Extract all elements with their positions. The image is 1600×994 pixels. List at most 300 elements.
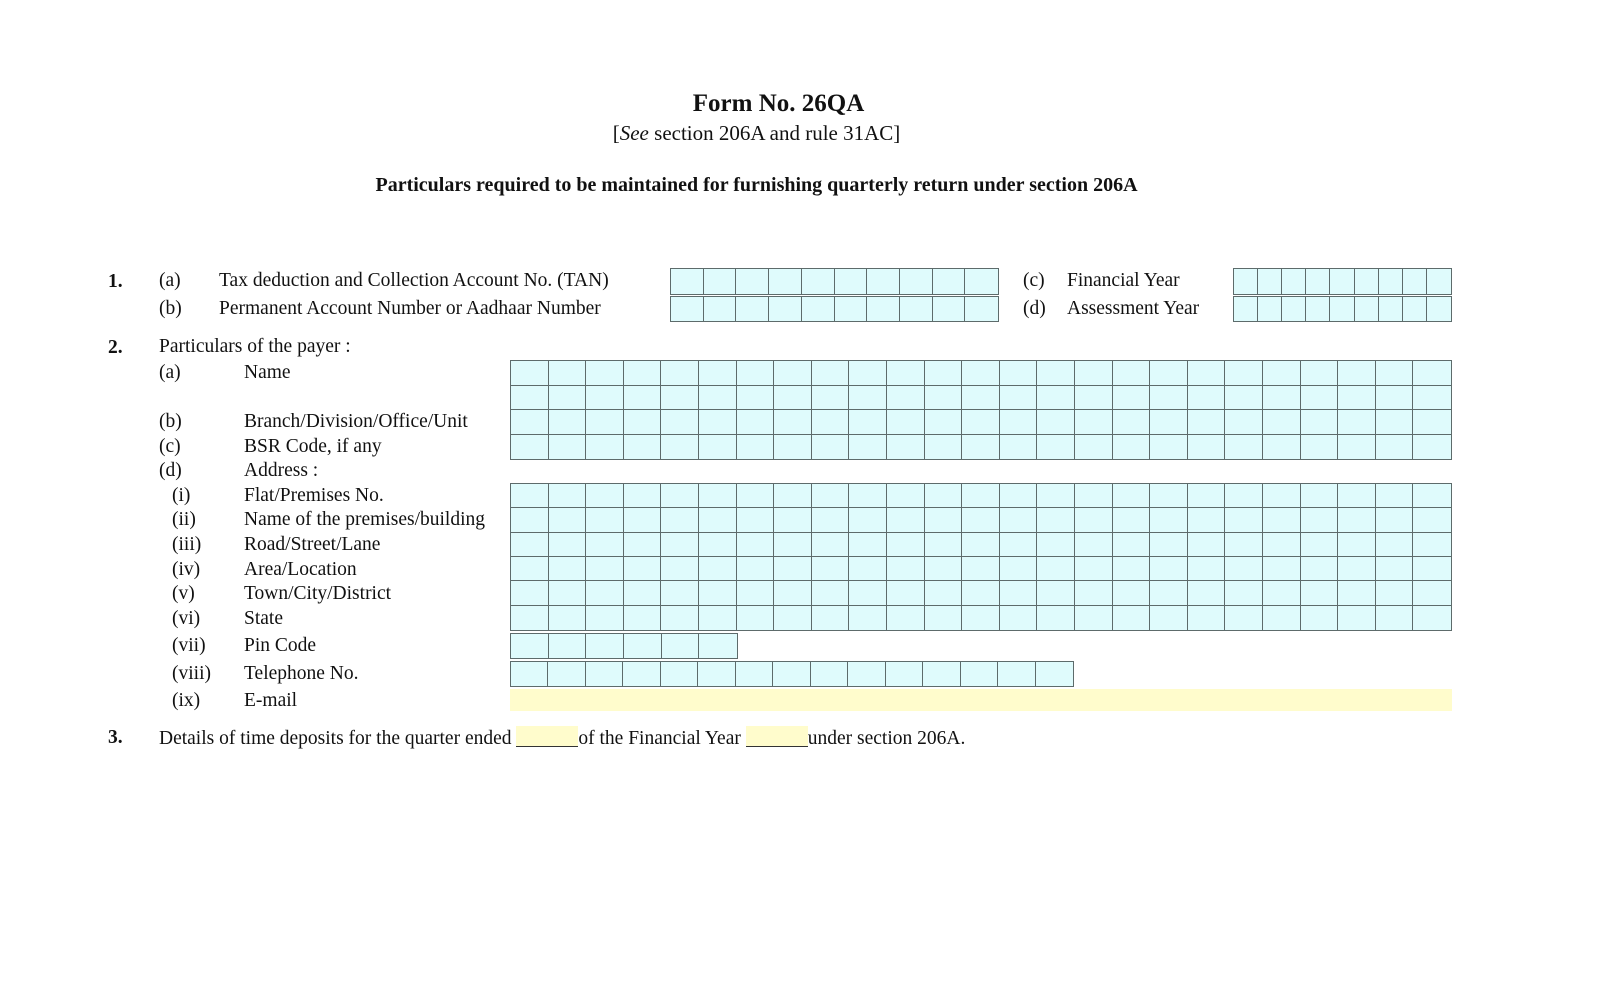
- char-box[interactable]: [586, 581, 624, 605]
- char-box[interactable]: [1282, 297, 1306, 321]
- char-box[interactable]: [698, 662, 735, 686]
- char-box[interactable]: [737, 386, 775, 411]
- tan-input-boxes[interactable]: [670, 268, 999, 295]
- char-box[interactable]: [1379, 297, 1403, 321]
- char-box[interactable]: [962, 361, 1000, 386]
- char-box[interactable]: [1225, 386, 1263, 411]
- char-box[interactable]: [812, 410, 850, 435]
- char-box[interactable]: [848, 662, 885, 686]
- char-box[interactable]: [1037, 581, 1075, 605]
- char-box[interactable]: [1301, 410, 1339, 435]
- char-box[interactable]: [887, 410, 925, 435]
- char-box[interactable]: [1301, 533, 1339, 557]
- char-box[interactable]: [867, 269, 900, 294]
- char-box[interactable]: [1225, 557, 1263, 581]
- char-box[interactable]: [549, 484, 587, 508]
- char-box[interactable]: [511, 484, 549, 508]
- char-box[interactable]: [549, 435, 587, 460]
- char-box[interactable]: [1376, 484, 1414, 508]
- char-box[interactable]: [774, 410, 812, 435]
- char-box[interactable]: [962, 557, 1000, 581]
- char-box[interactable]: [812, 361, 850, 386]
- char-box[interactable]: [1263, 557, 1301, 581]
- char-box[interactable]: [549, 410, 587, 435]
- char-box[interactable]: [661, 533, 699, 557]
- char-box[interactable]: [812, 508, 850, 532]
- char-box[interactable]: [849, 557, 887, 581]
- email-input[interactable]: [510, 689, 1452, 711]
- char-box[interactable]: [671, 297, 704, 321]
- char-box[interactable]: [1413, 484, 1451, 508]
- char-box[interactable]: [548, 662, 585, 686]
- char-box[interactable]: [624, 484, 662, 508]
- char-box[interactable]: [1338, 533, 1376, 557]
- char-box[interactable]: [1413, 410, 1451, 435]
- char-box[interactable]: [549, 634, 587, 658]
- char-box[interactable]: [812, 386, 850, 411]
- char-box[interactable]: [925, 533, 963, 557]
- char-box[interactable]: [661, 581, 699, 605]
- char-box[interactable]: [661, 557, 699, 581]
- financial-year-input-boxes[interactable]: [1233, 268, 1452, 295]
- char-box[interactable]: [586, 386, 624, 411]
- char-box[interactable]: [1075, 557, 1113, 581]
- char-box[interactable]: [623, 662, 660, 686]
- char-box[interactable]: [1037, 410, 1075, 435]
- char-box[interactable]: [704, 269, 737, 294]
- char-box[interactable]: [1188, 557, 1226, 581]
- char-box[interactable]: [1113, 410, 1151, 435]
- char-box[interactable]: [1000, 606, 1038, 630]
- char-box[interactable]: [1263, 361, 1301, 386]
- char-box[interactable]: [1225, 484, 1263, 508]
- char-box[interactable]: [1150, 361, 1188, 386]
- char-box[interactable]: [1225, 606, 1263, 630]
- char-box[interactable]: [1225, 435, 1263, 460]
- char-box[interactable]: [962, 386, 1000, 411]
- char-box[interactable]: [1075, 581, 1113, 605]
- char-box[interactable]: [887, 581, 925, 605]
- char-box[interactable]: [511, 533, 549, 557]
- char-box[interactable]: [1234, 269, 1258, 294]
- char-box[interactable]: [1403, 269, 1427, 294]
- char-box[interactable]: [1075, 533, 1113, 557]
- char-box[interactable]: [661, 662, 698, 686]
- char-box[interactable]: [1338, 361, 1376, 386]
- char-box[interactable]: [737, 484, 775, 508]
- char-box[interactable]: [624, 581, 662, 605]
- char-box[interactable]: [962, 484, 1000, 508]
- char-box[interactable]: [849, 508, 887, 532]
- quarter-ended-input[interactable]: [516, 726, 578, 747]
- char-box[interactable]: [1330, 269, 1354, 294]
- char-box[interactable]: [1000, 435, 1038, 460]
- char-box[interactable]: [1225, 410, 1263, 435]
- char-box[interactable]: [1413, 606, 1451, 630]
- char-box[interactable]: [1263, 484, 1301, 508]
- char-box[interactable]: [1075, 508, 1113, 532]
- char-box[interactable]: [1188, 508, 1226, 532]
- char-box[interactable]: [1000, 581, 1038, 605]
- char-box[interactable]: [699, 410, 737, 435]
- financial-year-blank-input[interactable]: [746, 726, 808, 747]
- char-box[interactable]: [1075, 435, 1113, 460]
- char-box[interactable]: [586, 533, 624, 557]
- char-box[interactable]: [737, 410, 775, 435]
- char-box[interactable]: [1188, 386, 1226, 411]
- char-box[interactable]: [737, 606, 775, 630]
- char-box[interactable]: [1000, 484, 1038, 508]
- char-box[interactable]: [549, 557, 587, 581]
- char-box[interactable]: [849, 410, 887, 435]
- char-box[interactable]: [887, 435, 925, 460]
- char-box[interactable]: [661, 508, 699, 532]
- char-box[interactable]: [774, 484, 812, 508]
- char-box[interactable]: [925, 410, 963, 435]
- char-box[interactable]: [511, 634, 549, 658]
- char-box[interactable]: [1403, 297, 1427, 321]
- char-box[interactable]: [737, 557, 775, 581]
- char-box[interactable]: [933, 297, 966, 321]
- char-box[interactable]: [661, 410, 699, 435]
- char-box[interactable]: [1338, 508, 1376, 532]
- char-box[interactable]: [511, 557, 549, 581]
- char-box[interactable]: [962, 435, 1000, 460]
- char-box[interactable]: [835, 269, 868, 294]
- char-box[interactable]: [1075, 484, 1113, 508]
- char-box[interactable]: [624, 634, 662, 658]
- char-box[interactable]: [699, 386, 737, 411]
- char-box[interactable]: [774, 435, 812, 460]
- char-box[interactable]: [961, 662, 998, 686]
- char-box[interactable]: [1263, 508, 1301, 532]
- char-box[interactable]: [736, 269, 769, 294]
- char-box[interactable]: [586, 662, 623, 686]
- char-box[interactable]: [1413, 508, 1451, 532]
- char-box[interactable]: [812, 606, 850, 630]
- char-box[interactable]: [1376, 533, 1414, 557]
- char-box[interactable]: [624, 435, 662, 460]
- payer-name-branch-bsr-grid[interactable]: [510, 360, 1452, 460]
- char-box[interactable]: [1037, 361, 1075, 386]
- char-box[interactable]: [1113, 557, 1151, 581]
- char-box[interactable]: [1113, 606, 1151, 630]
- char-box[interactable]: [1263, 410, 1301, 435]
- char-box[interactable]: [704, 297, 737, 321]
- char-box[interactable]: [1301, 581, 1339, 605]
- char-box[interactable]: [1306, 269, 1330, 294]
- char-box[interactable]: [1000, 557, 1038, 581]
- char-box[interactable]: [736, 662, 773, 686]
- char-box[interactable]: [1037, 533, 1075, 557]
- char-box[interactable]: [1338, 410, 1376, 435]
- char-box[interactable]: [1037, 435, 1075, 460]
- char-box[interactable]: [549, 508, 587, 532]
- char-box[interactable]: [737, 361, 775, 386]
- char-box[interactable]: [1150, 557, 1188, 581]
- char-box[interactable]: [661, 484, 699, 508]
- char-box[interactable]: [511, 361, 549, 386]
- char-box[interactable]: [774, 581, 812, 605]
- char-box[interactable]: [925, 581, 963, 605]
- char-box[interactable]: [1306, 297, 1330, 321]
- char-box[interactable]: [962, 508, 1000, 532]
- char-box[interactable]: [1113, 533, 1151, 557]
- char-box[interactable]: [1379, 269, 1403, 294]
- char-box[interactable]: [1338, 557, 1376, 581]
- char-box[interactable]: [1113, 361, 1151, 386]
- char-box[interactable]: [1301, 484, 1339, 508]
- char-box[interactable]: [886, 662, 923, 686]
- char-box[interactable]: [1258, 297, 1282, 321]
- char-box[interactable]: [1301, 435, 1339, 460]
- char-box[interactable]: [1330, 297, 1354, 321]
- char-box[interactable]: [699, 361, 737, 386]
- char-box[interactable]: [769, 269, 802, 294]
- char-box[interactable]: [549, 581, 587, 605]
- char-box[interactable]: [1188, 361, 1226, 386]
- char-box[interactable]: [802, 269, 835, 294]
- char-box[interactable]: [1263, 581, 1301, 605]
- char-box[interactable]: [699, 557, 737, 581]
- char-box[interactable]: [671, 269, 704, 294]
- telephone-input-boxes[interactable]: [510, 661, 1074, 687]
- char-box[interactable]: [849, 484, 887, 508]
- char-box[interactable]: [962, 606, 1000, 630]
- char-box[interactable]: [962, 410, 1000, 435]
- char-box[interactable]: [1263, 386, 1301, 411]
- char-box[interactable]: [699, 484, 737, 508]
- char-box[interactable]: [1376, 435, 1414, 460]
- char-box[interactable]: [1376, 410, 1414, 435]
- char-box[interactable]: [1075, 361, 1113, 386]
- char-box[interactable]: [1037, 484, 1075, 508]
- char-box[interactable]: [835, 297, 868, 321]
- char-box[interactable]: [699, 533, 737, 557]
- char-box[interactable]: [737, 533, 775, 557]
- char-box[interactable]: [887, 386, 925, 411]
- char-box[interactable]: [1355, 269, 1379, 294]
- char-box[interactable]: [769, 297, 802, 321]
- char-box[interactable]: [1150, 606, 1188, 630]
- char-box[interactable]: [1427, 269, 1451, 294]
- char-box[interactable]: [511, 662, 548, 686]
- char-box[interactable]: [624, 557, 662, 581]
- char-box[interactable]: [1113, 508, 1151, 532]
- char-box[interactable]: [1338, 606, 1376, 630]
- char-box[interactable]: [925, 484, 963, 508]
- char-box[interactable]: [1150, 508, 1188, 532]
- char-box[interactable]: [624, 533, 662, 557]
- char-box[interactable]: [887, 557, 925, 581]
- char-box[interactable]: [737, 435, 775, 460]
- char-box[interactable]: [1338, 435, 1376, 460]
- address-grid[interactable]: [510, 483, 1452, 631]
- char-box[interactable]: [737, 508, 775, 532]
- char-box[interactable]: [1338, 386, 1376, 411]
- char-box[interactable]: [998, 662, 1035, 686]
- char-box[interactable]: [1000, 410, 1038, 435]
- char-box[interactable]: [1150, 386, 1188, 411]
- char-box[interactable]: [586, 361, 624, 386]
- char-box[interactable]: [586, 410, 624, 435]
- char-box[interactable]: [887, 361, 925, 386]
- char-box[interactable]: [586, 634, 624, 658]
- char-box[interactable]: [1113, 581, 1151, 605]
- char-box[interactable]: [867, 297, 900, 321]
- char-box[interactable]: [511, 386, 549, 411]
- char-box[interactable]: [1075, 606, 1113, 630]
- char-box[interactable]: [1150, 581, 1188, 605]
- char-box[interactable]: [887, 533, 925, 557]
- char-box[interactable]: [1376, 508, 1414, 532]
- char-box[interactable]: [1225, 508, 1263, 532]
- char-box[interactable]: [1000, 361, 1038, 386]
- char-box[interactable]: [925, 508, 963, 532]
- char-box[interactable]: [661, 361, 699, 386]
- char-box[interactable]: [900, 297, 933, 321]
- char-box[interactable]: [849, 435, 887, 460]
- char-box[interactable]: [812, 533, 850, 557]
- char-box[interactable]: [1376, 557, 1414, 581]
- char-box[interactable]: [662, 634, 700, 658]
- char-box[interactable]: [1036, 662, 1073, 686]
- char-box[interactable]: [1263, 606, 1301, 630]
- char-box[interactable]: [1258, 269, 1282, 294]
- char-box[interactable]: [965, 297, 998, 321]
- char-box[interactable]: [849, 533, 887, 557]
- char-box[interactable]: [925, 435, 963, 460]
- char-box[interactable]: [1413, 557, 1451, 581]
- char-box[interactable]: [1225, 533, 1263, 557]
- char-box[interactable]: [802, 297, 835, 321]
- char-box[interactable]: [774, 508, 812, 532]
- char-box[interactable]: [586, 606, 624, 630]
- char-box[interactable]: [1037, 508, 1075, 532]
- char-box[interactable]: [1413, 386, 1451, 411]
- pin-code-input-boxes[interactable]: [510, 633, 738, 659]
- char-box[interactable]: [1188, 435, 1226, 460]
- char-box[interactable]: [1413, 361, 1451, 386]
- char-box[interactable]: [811, 662, 848, 686]
- char-box[interactable]: [1338, 484, 1376, 508]
- char-box[interactable]: [1150, 533, 1188, 557]
- char-box[interactable]: [1037, 386, 1075, 411]
- char-box[interactable]: [1301, 508, 1339, 532]
- char-box[interactable]: [1338, 581, 1376, 605]
- char-box[interactable]: [1188, 484, 1226, 508]
- char-box[interactable]: [887, 508, 925, 532]
- char-box[interactable]: [511, 410, 549, 435]
- char-box[interactable]: [1376, 386, 1414, 411]
- char-box[interactable]: [511, 508, 549, 532]
- char-box[interactable]: [1234, 297, 1258, 321]
- char-box[interactable]: [1037, 606, 1075, 630]
- char-box[interactable]: [1075, 410, 1113, 435]
- char-box[interactable]: [737, 581, 775, 605]
- char-box[interactable]: [887, 606, 925, 630]
- char-box[interactable]: [549, 533, 587, 557]
- char-box[interactable]: [812, 484, 850, 508]
- char-box[interactable]: [812, 435, 850, 460]
- char-box[interactable]: [586, 508, 624, 532]
- char-box[interactable]: [586, 557, 624, 581]
- char-box[interactable]: [933, 269, 966, 294]
- char-box[interactable]: [1037, 557, 1075, 581]
- char-box[interactable]: [1113, 386, 1151, 411]
- char-box[interactable]: [1301, 386, 1339, 411]
- char-box[interactable]: [1413, 581, 1451, 605]
- char-box[interactable]: [1188, 533, 1226, 557]
- char-box[interactable]: [774, 606, 812, 630]
- char-box[interactable]: [1355, 297, 1379, 321]
- char-box[interactable]: [624, 508, 662, 532]
- char-box[interactable]: [1150, 435, 1188, 460]
- char-box[interactable]: [849, 386, 887, 411]
- char-box[interactable]: [511, 435, 549, 460]
- char-box[interactable]: [1225, 361, 1263, 386]
- char-box[interactable]: [965, 269, 998, 294]
- char-box[interactable]: [774, 361, 812, 386]
- char-box[interactable]: [699, 508, 737, 532]
- char-box[interactable]: [586, 484, 624, 508]
- char-box[interactable]: [849, 361, 887, 386]
- char-box[interactable]: [1150, 410, 1188, 435]
- char-box[interactable]: [699, 581, 737, 605]
- char-box[interactable]: [1263, 435, 1301, 460]
- char-box[interactable]: [549, 386, 587, 411]
- char-box[interactable]: [774, 533, 812, 557]
- char-box[interactable]: [1301, 606, 1339, 630]
- char-box[interactable]: [1282, 269, 1306, 294]
- char-box[interactable]: [812, 581, 850, 605]
- char-box[interactable]: [1413, 533, 1451, 557]
- char-box[interactable]: [586, 435, 624, 460]
- char-box[interactable]: [1413, 435, 1451, 460]
- char-box[interactable]: [699, 634, 737, 658]
- char-box[interactable]: [661, 606, 699, 630]
- char-box[interactable]: [624, 361, 662, 386]
- char-box[interactable]: [925, 361, 963, 386]
- char-box[interactable]: [1188, 581, 1226, 605]
- char-box[interactable]: [849, 606, 887, 630]
- char-box[interactable]: [1427, 297, 1451, 321]
- char-box[interactable]: [1301, 557, 1339, 581]
- char-box[interactable]: [549, 606, 587, 630]
- char-box[interactable]: [1000, 386, 1038, 411]
- char-box[interactable]: [1188, 410, 1226, 435]
- char-box[interactable]: [736, 297, 769, 321]
- assessment-year-input-boxes[interactable]: [1233, 296, 1452, 322]
- char-box[interactable]: [1188, 606, 1226, 630]
- char-box[interactable]: [1225, 581, 1263, 605]
- char-box[interactable]: [925, 557, 963, 581]
- char-box[interactable]: [962, 533, 1000, 557]
- char-box[interactable]: [624, 386, 662, 411]
- char-box[interactable]: [773, 662, 810, 686]
- char-box[interactable]: [511, 581, 549, 605]
- char-box[interactable]: [1376, 581, 1414, 605]
- pan-aadhaar-input-boxes[interactable]: [670, 296, 999, 322]
- char-box[interactable]: [774, 386, 812, 411]
- char-box[interactable]: [1075, 386, 1113, 411]
- char-box[interactable]: [1000, 533, 1038, 557]
- char-box[interactable]: [1376, 606, 1414, 630]
- char-box[interactable]: [812, 557, 850, 581]
- char-box[interactable]: [699, 435, 737, 460]
- char-box[interactable]: [699, 606, 737, 630]
- char-box[interactable]: [1376, 361, 1414, 386]
